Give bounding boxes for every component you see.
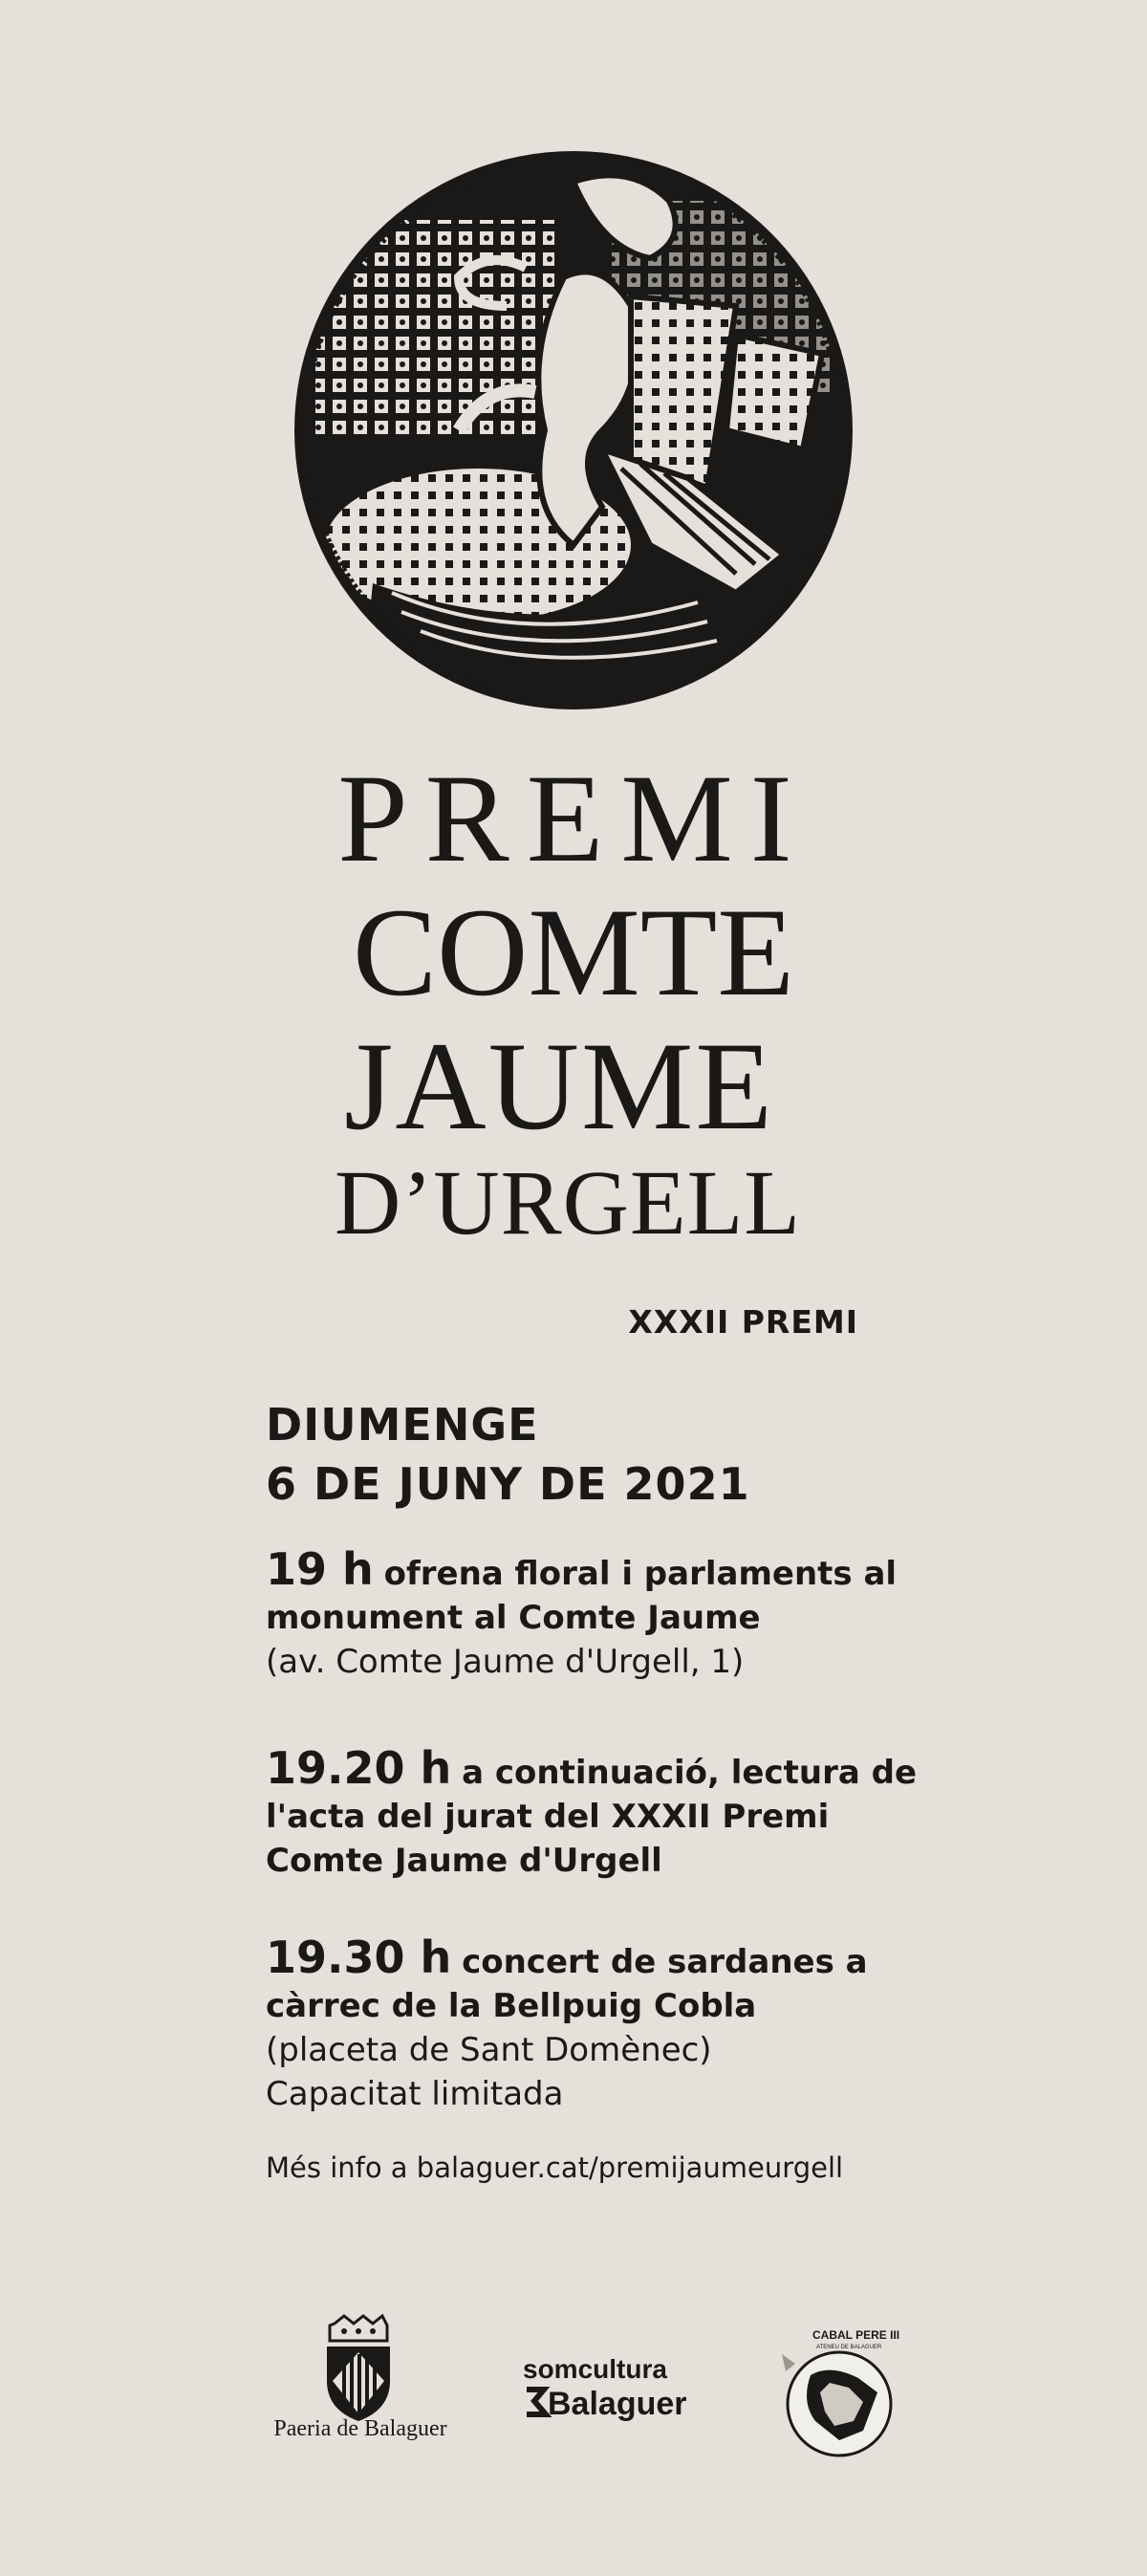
event-time: 19.30 h xyxy=(266,1932,452,1983)
cabal-pere-iii-logo xyxy=(772,2325,906,2459)
cabal-subtitle: ATENEU DE BALAGUER xyxy=(816,2345,882,2350)
edition-label: XXXII PREMI xyxy=(628,1303,858,1341)
event-item xyxy=(266,1543,935,1684)
title-line-jaume: JAUME xyxy=(343,1015,775,1156)
date-weekday: DIUMENGE xyxy=(266,1399,539,1451)
date-full: 6 DE JUNY DE 2021 xyxy=(266,1458,750,1510)
somcultura-top: somcultura xyxy=(523,2354,667,2384)
more-info-link[interactable]: Més info a balaguer.cat/premijaumeurgell xyxy=(266,2151,844,2184)
title-line-premi: PREMI xyxy=(337,748,810,888)
seal-illustration xyxy=(287,143,860,717)
somcultura-logo xyxy=(521,2347,712,2434)
event-time: 19.20 h xyxy=(266,1742,452,1794)
event-location: (av. Comte Jaume d'Urgell, 1) xyxy=(266,1643,745,1681)
title-line-durgell: D’URGELL xyxy=(335,1151,801,1254)
event-description: a continuació, lectura de l'acta del jurat del XXXII Premi Comte Jaume d'Urgell xyxy=(266,1754,918,1880)
event-item xyxy=(266,1932,935,2116)
event-location: (placeta de Sant Domènec) xyxy=(266,2031,712,2069)
event-description: concert de sardanes a càrrec de la Bellpuig Cobla xyxy=(266,1943,868,2025)
paeria-label: Paeria de Balaguer xyxy=(273,2416,447,2441)
cabal-title: CABAL PERE III xyxy=(812,2328,900,2342)
title-line-comte: COMTE xyxy=(353,882,794,1022)
event-item xyxy=(266,1742,935,1883)
event-description: ofrena floral i parlaments al monument al Comte Jaume xyxy=(266,1555,898,1637)
event-capacity-note: Capacitat limitada xyxy=(266,2075,564,2113)
somcultura-bottom: Balaguer xyxy=(548,2386,687,2422)
event-time: 19 h xyxy=(266,1543,374,1595)
